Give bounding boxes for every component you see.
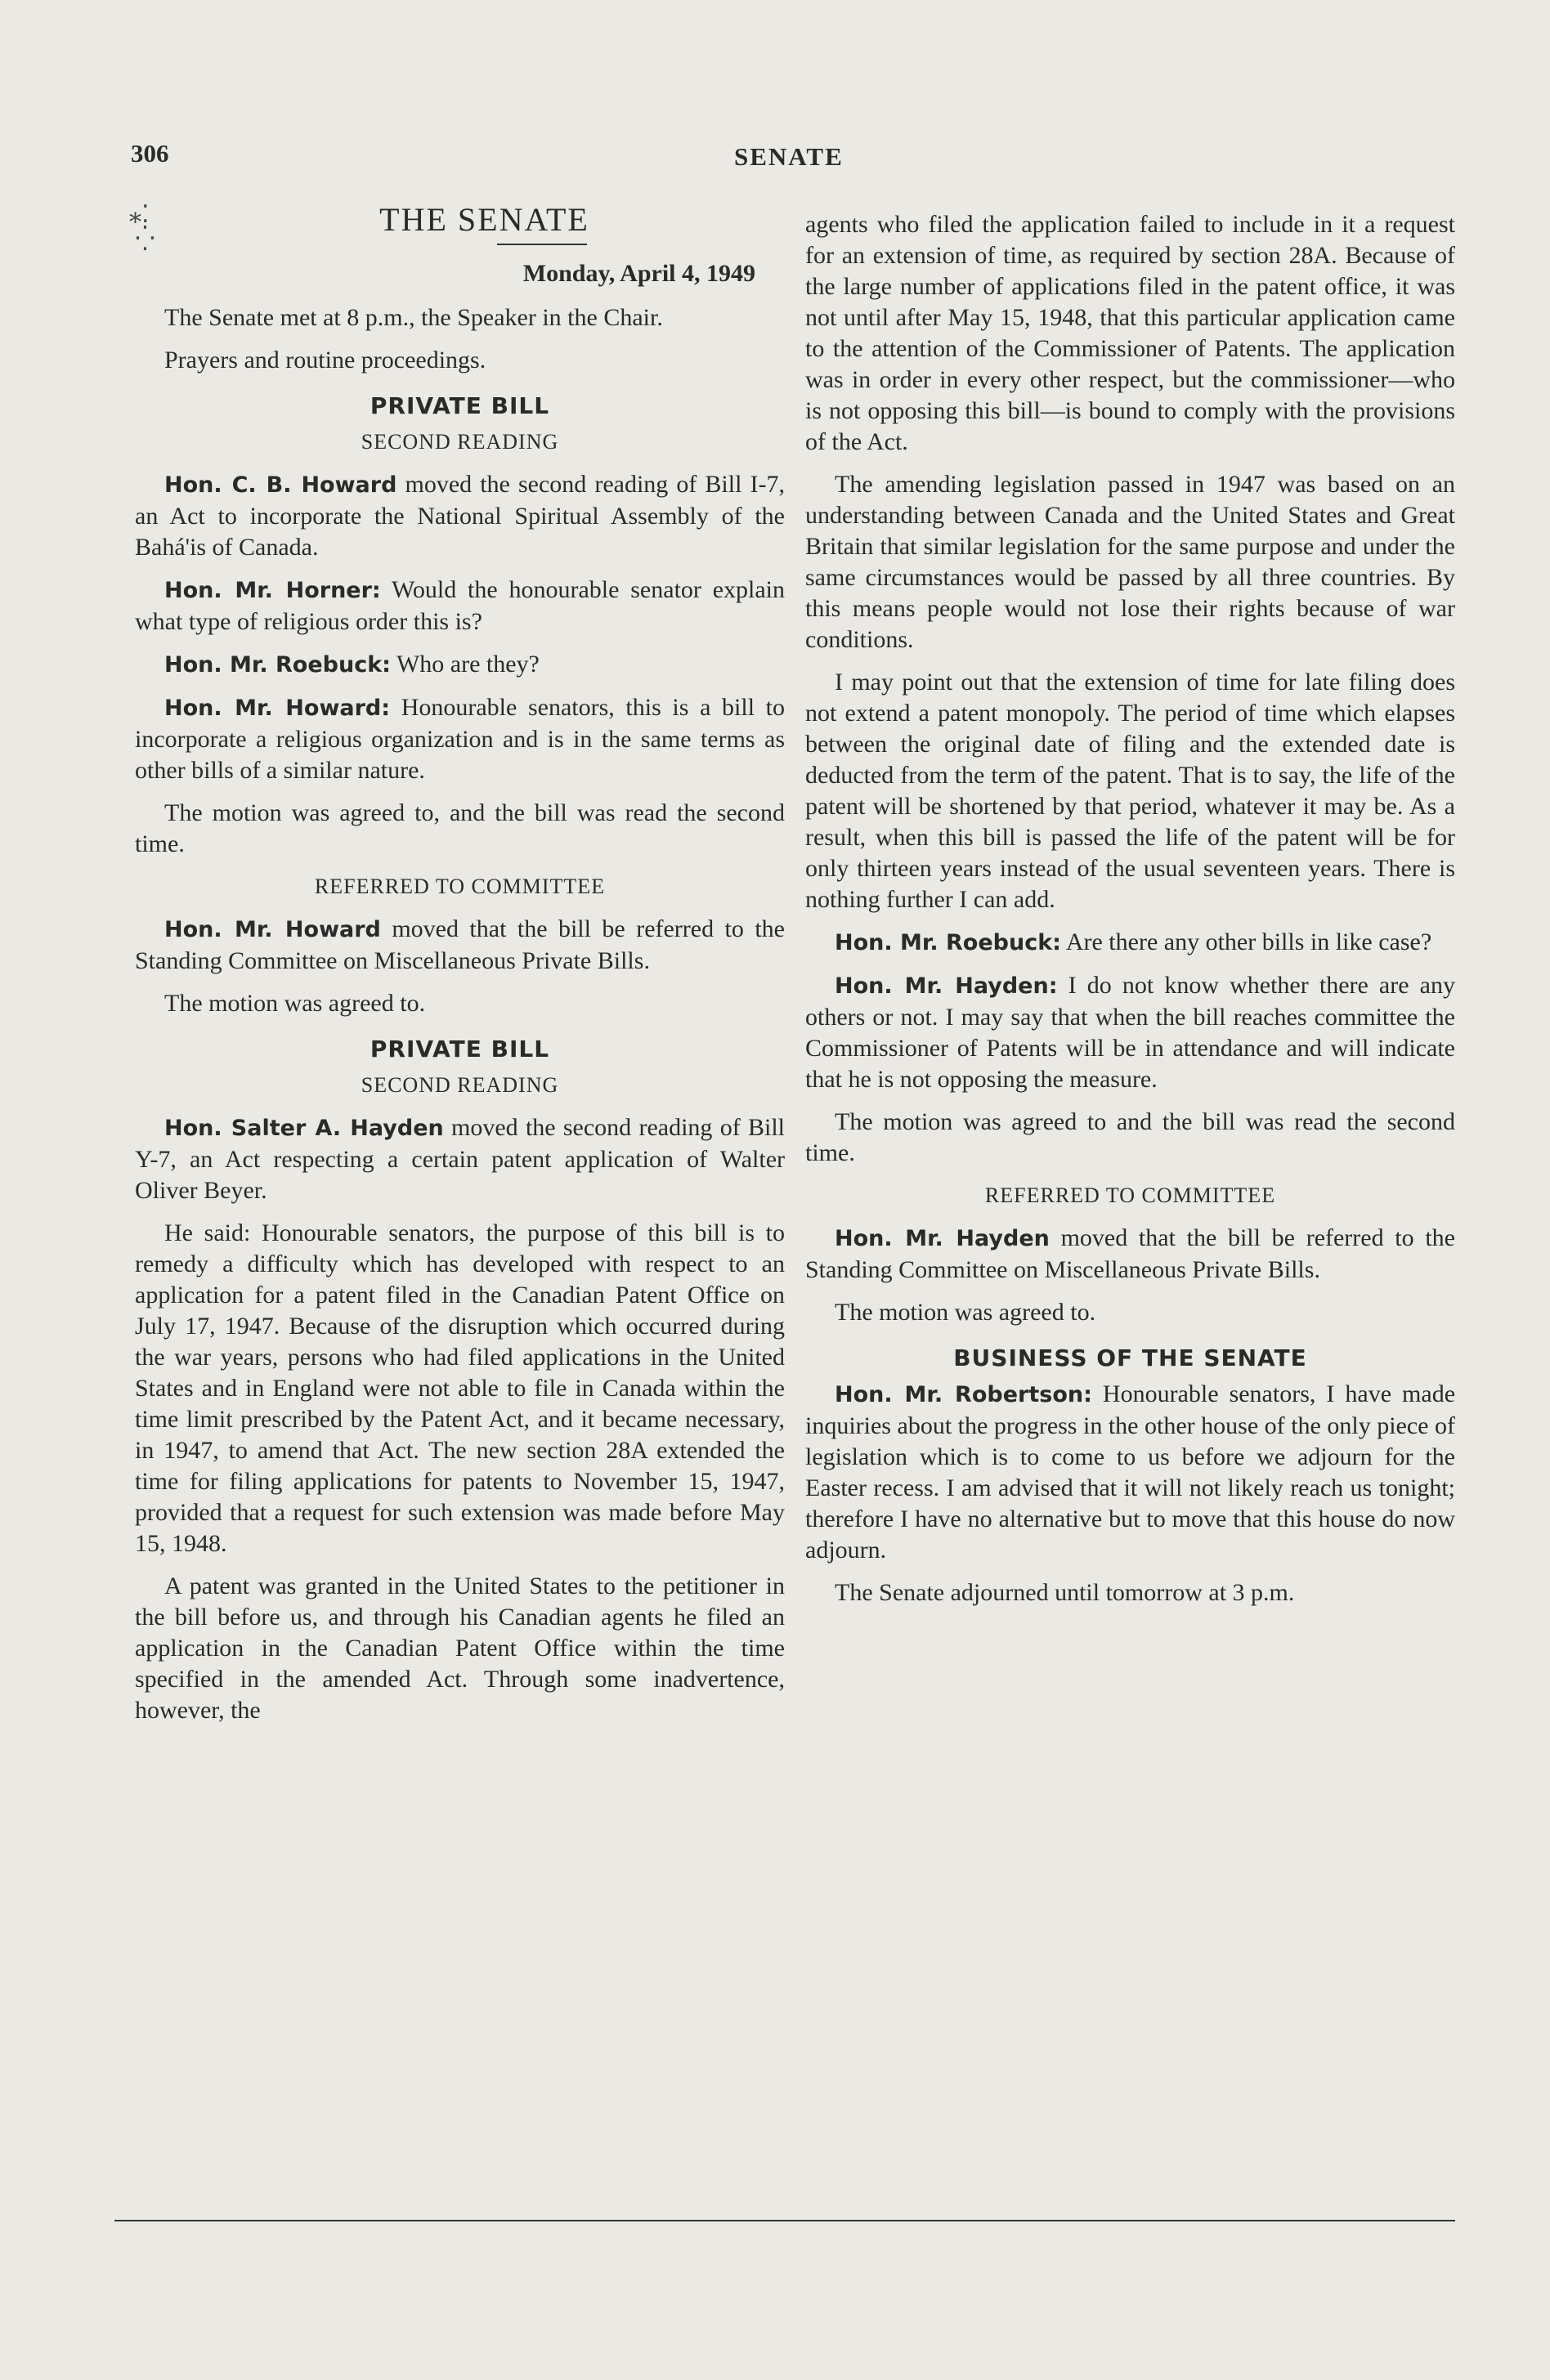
speaker-name: Hon. Mr. Roebuck: xyxy=(164,652,391,678)
speaker-name: Hon. Mr. Hayden xyxy=(835,1226,1050,1251)
title-rule xyxy=(497,244,587,245)
speaker-name: Hon. Mr. Howard: xyxy=(164,696,391,721)
subheading-referred-to-committee-2: REFERRED TO COMMITTEE xyxy=(984,1183,1276,1207)
section-heading-private-bill-2: PRIVATE BILL xyxy=(370,1036,550,1062)
speech-text: Honourable senators, I have made inquiries about the progress in the other house of the only piece of legislation which is to come to us before we adjourn for the Easter recess. I am advised that it will not likely reach us tonight; therefore I have no alternative but to move that this house do now adjourn. xyxy=(805,1380,1456,1564)
paragraph-roebuck-question xyxy=(805,927,1455,959)
paragraph-hayden-speech: He said: Honourable senators, the purpose of this bill is to remedy a difficulty which has developed with respect to an application for a patent filed in the Canadian Patent Office on July 17, 1947. Because of the disruption which occurred during the war years, persons who had filed applications in the United States and in England were not able to file in Canada within the time limit prescribed by the Patent Act, and it became necessary, in 1947, to amend that Act. The new section 28A extended the time for filing applications for patents to November 15, 1947, provided that a request for such extension was made before May 15, 1948. xyxy=(135,1219,785,1557)
speech-text: Honourable senators, this is a bill to incorporate a religious organization and is in the same terms as other bills of a similar nature. xyxy=(135,694,786,784)
paragraph-motion-agreed-2: The motion was agreed to. xyxy=(164,990,426,1017)
footer-rule xyxy=(114,2220,1455,2221)
speech-text: moved the second reading of Bill I-7, an Act to incorporate the National Spiritual Assembly of the Bahá'is of Canada. xyxy=(135,471,785,561)
paragraph-extension-of-time: I may point out that the extension of time for late filing does not extend a patent monopoly. The period of time which elapses between the original date of filing and the extended date is deducted from the term of the patent. That is to say, the life of the patent will be shortened by that period, whatever it may be. As a result, when this bill is passed the life of the patent will be for only thirteen years instead of the usual seventeen years. There is nothing further I can add. xyxy=(805,669,1455,913)
subheading-referred-to-committee: REFERRED TO COMMITTEE xyxy=(314,875,606,898)
sitting-date: Monday, April 4, 1949 xyxy=(522,260,755,287)
running-title: SENATE xyxy=(734,142,844,171)
speaker-name: Hon. C. B. Howard xyxy=(164,472,397,498)
speech-text: Are there any other bills in like case? xyxy=(1060,928,1432,955)
speech-text: I do not know whether there are any others or not. I may say that when the bill reaches committee the Commissioner of Patents will be in attendance and will indicate that he is not opposing the measure. xyxy=(805,972,1455,1093)
paragraph-robertson xyxy=(805,1379,1455,1566)
paragraph-motion-agreed: The motion was agreed to, and the bill was read the second time. xyxy=(135,799,785,857)
paragraph-motion-agreed-3: The motion was agreed to and the bill was read the second time. xyxy=(805,1108,1455,1166)
subheading-second-reading-2: SECOND READING xyxy=(361,1073,559,1097)
page-number: 306 xyxy=(131,139,169,168)
paragraph-howard-motion xyxy=(135,469,785,563)
scan-smudge-icon: ⁎⁚ ⁛ xyxy=(129,201,155,253)
right-column xyxy=(805,209,1455,1620)
paragraph-hayden-refer xyxy=(805,1223,1455,1286)
paragraph-adjourned: The Senate adjourned until tomorrow at 3 p.m. xyxy=(835,1579,1295,1606)
paragraph-roebuck xyxy=(135,649,785,681)
paragraph-horner xyxy=(135,575,785,638)
speaker-name: Hon. Salter A. Hayden xyxy=(164,1116,444,1141)
speaker-name: Hon. Mr. Horner: xyxy=(164,578,381,603)
speech-text: Who are they? xyxy=(390,651,540,678)
speech-text: moved the second reading of Bill Y-7, an Act respecting a certain patent application of Walter Oliver Beyer. xyxy=(135,1114,785,1204)
speaker-name: Hon. Mr. Roebuck: xyxy=(835,930,1061,955)
speaker-name: Hon. Mr. Robertson: xyxy=(835,1382,1092,1407)
paragraph-agents-continued: agents who filed the application failed to include in it a request for an extension of time, as required by section 28A. Because of the large number of applications filed in the patent office, it was not until after May 15, 1948, that this particular application came to the attention of the Commissioner of Patents. The application was in order in every other respect, but the commissioner—who is not opposing this bill—is bound to comply with the provisions of the Act. xyxy=(805,211,1455,455)
paragraph-senate-met: The Senate met at 8 p.m., the Speaker in the Chair. xyxy=(164,304,663,331)
paragraph-prayers: Prayers and routine proceedings. xyxy=(164,347,486,374)
paragraph-motion-agreed-4: The motion was agreed to. xyxy=(835,1299,1096,1326)
section-heading-private-bill: PRIVATE BILL xyxy=(370,392,550,419)
paragraph-howard-reply xyxy=(135,692,785,786)
speech-text: moved that the bill be referred to the Standing Committee on Miscellaneous Private Bills. xyxy=(805,1224,1455,1283)
paragraph-howard-refer xyxy=(135,914,785,977)
left-column xyxy=(135,201,786,1738)
subheading-second-reading: SECOND READING xyxy=(361,430,559,454)
speaker-name: Hon. Mr. Howard xyxy=(164,917,381,942)
paragraph-amending-legislation: The amending legislation passed in 1947 was based on an understanding between Canada and the United States and Great Britain that similar legislation for the same purpose and under the same circumstances would be passed by all three countries. By this means people would not lose their rights because of war conditions. xyxy=(805,471,1455,653)
paragraph-patent-granted: A patent was granted in the United States to the petitioner in the bill before us, and through his Canadian agents he filed an application in the Canadian Patent Office within the time specified in the amended Act. Through some inadvertence, however, the xyxy=(135,1572,785,1724)
section-heading-business: BUSINESS OF THE SENATE xyxy=(953,1344,1307,1371)
speech-text: Would the honourable senator explain what type of religious order this is? xyxy=(135,576,785,635)
paragraph-hayden-motion xyxy=(135,1112,785,1206)
speaker-name: Hon. Mr. Hayden: xyxy=(835,973,1058,999)
paragraph-hayden-answer xyxy=(805,970,1455,1095)
chamber-title: THE SENATE xyxy=(379,201,589,238)
speech-text: moved that the bill be referred to the Standing Committee on Miscellaneous Private Bills. xyxy=(135,915,785,974)
